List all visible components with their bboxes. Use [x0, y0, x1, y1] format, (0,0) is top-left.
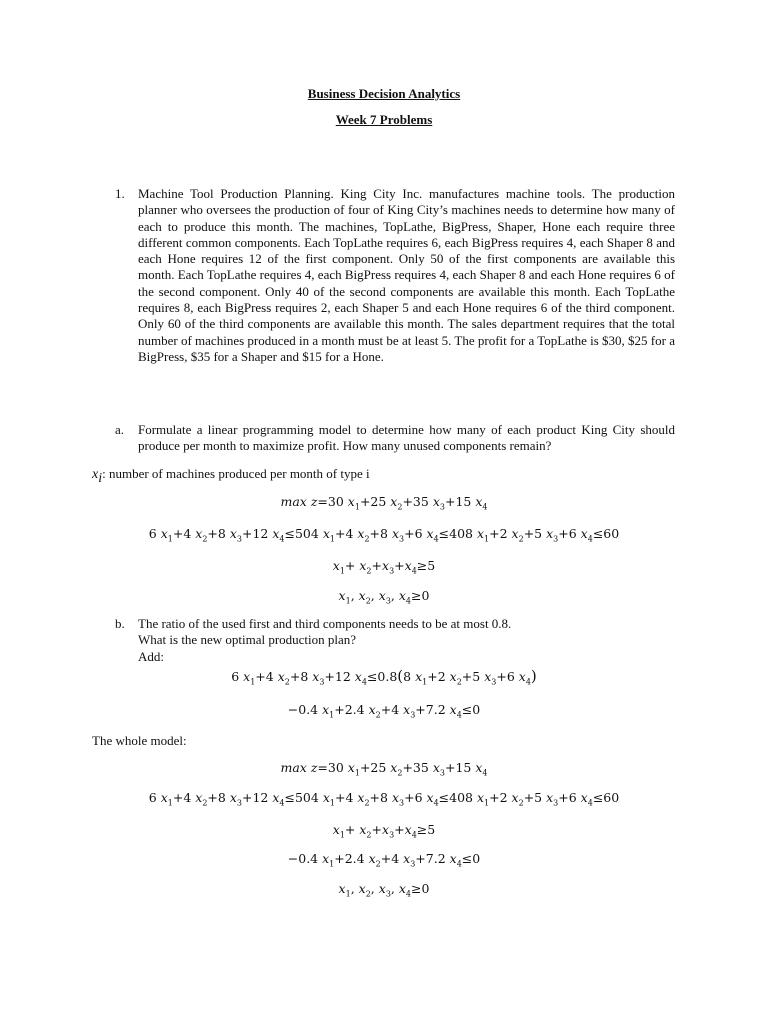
sales-constraint: $x_1+ x_2+x_3+x_4\ge 5$	[332, 558, 436, 576]
part-a-text: Formulate a linear programming model to determine how many of each product King City should produce per month to maximize profit. How many unused components remain?	[138, 422, 675, 454]
whole-model-sales-constraint: $x_1+ x_2+x_3+x_4\ge 5$	[332, 822, 436, 840]
whole-model-component-constraints: 6 $x_1+4$ $x_2+8$ $x_3+12$ $x_4\le 504$ $x_1+4$ $x_2+8$ $x_3+6$ $x_4\le 408$ $x_1+2$ $x_2+5$ $x_3+6$ $x_4\le 60$	[148, 790, 620, 808]
part-b-label: b.	[115, 616, 125, 631]
document-subtitle: Week 7 Problems	[335, 112, 433, 127]
part-b-line-3: Add:	[138, 648, 164, 664]
whole-model-objective: max z=30 $x_1+25$ $x_2+35$ $x_3+15$ $x_4$	[280, 760, 488, 778]
whole-model-nonnegativity: $x_1$, $x_2$, $x_3$, $x_4\ge 0$	[338, 881, 430, 899]
part-b-line-1: The ratio of the used first and third components needs to be at most 0.8.	[138, 616, 512, 631]
document-title: Business Decision Analytics	[307, 86, 461, 101]
ratio-constraint: 6 $x_1+4$ $x_2+8$ $x_3+12$ $x_4\le 0.8(8$ $x_1+2$ $x_2+5$ $x_3+6$ $x_4$)	[231, 667, 537, 687]
part-b	[115, 616, 675, 665]
whole-model-ratio-constraint: −0.4 $x_1+2.4$ $x_2+4$ $x_3+7.2$ $x_4\le 0$	[287, 851, 481, 869]
component-constraints: 6 $x_1+4$ $x_2+8$ $x_3+12$ $x_4\le 504$ $x_1+4$ $x_2+8$ $x_3+6$ $x_4\le 408$ $x_1+2$ $x_2+5$ $x_3+6$ $x_4\le 60$	[148, 526, 620, 544]
problem-text: Machine Tool Production Planning. King City Inc. manufactures machine tools. The production planner who oversees the production of four of King City’s machines needs to determine how many of each to produce this month. The machines, TopLathe, BigPress, Shaper, Hone each require three different common components. Each TopLathe requires 6, each BigPress requires 4, each Shaper 8 and each Hone requires 12 of the first component. Only 50 of the first components are available this month. Each TopLathe requires 4, each BigPress requires 4, each Shaper 8 and each Hone requires 6 of the second component. Only 40 of the second components are available this month. Each TopLathe requires 8, each BigPress requires 2, each Shaper 5 and each Hone requires 6 of the third component. Only 60 of the third components are available this month. The sales department requires that the total number of machines produced in a month must be at least 5. The profit for a TopLathe is $30, $25 for a BigPress, $35 for a Shaper and $15 for a Hone.	[138, 186, 675, 364]
problem-1	[115, 186, 675, 365]
objective-function: max z=30 $x_1+25$ $x_2+35$ $x_3+15$ $x_4$	[280, 494, 488, 512]
ratio-constraint-simplified: −0.4 $x_1+2.4$ $x_2+4$ $x_3+7.2$ $x_4\le 0$	[287, 702, 481, 720]
part-b-line-2: What is the new optimal production plan?	[138, 632, 357, 648]
whole-model-label: The whole model:	[92, 733, 187, 748]
variable-definition-text: : number of machines produced per month of type i	[102, 466, 370, 481]
part-a-label: a.	[115, 422, 125, 437]
part-a	[115, 422, 675, 455]
variable-definition: $x_i$: number of machines produced per month of type i	[92, 466, 370, 486]
nonnegativity-constraint: $x_1$, $x_2$, $x_3$, $x_4\ge 0$	[338, 588, 430, 606]
problem-number: 1.	[115, 186, 125, 201]
